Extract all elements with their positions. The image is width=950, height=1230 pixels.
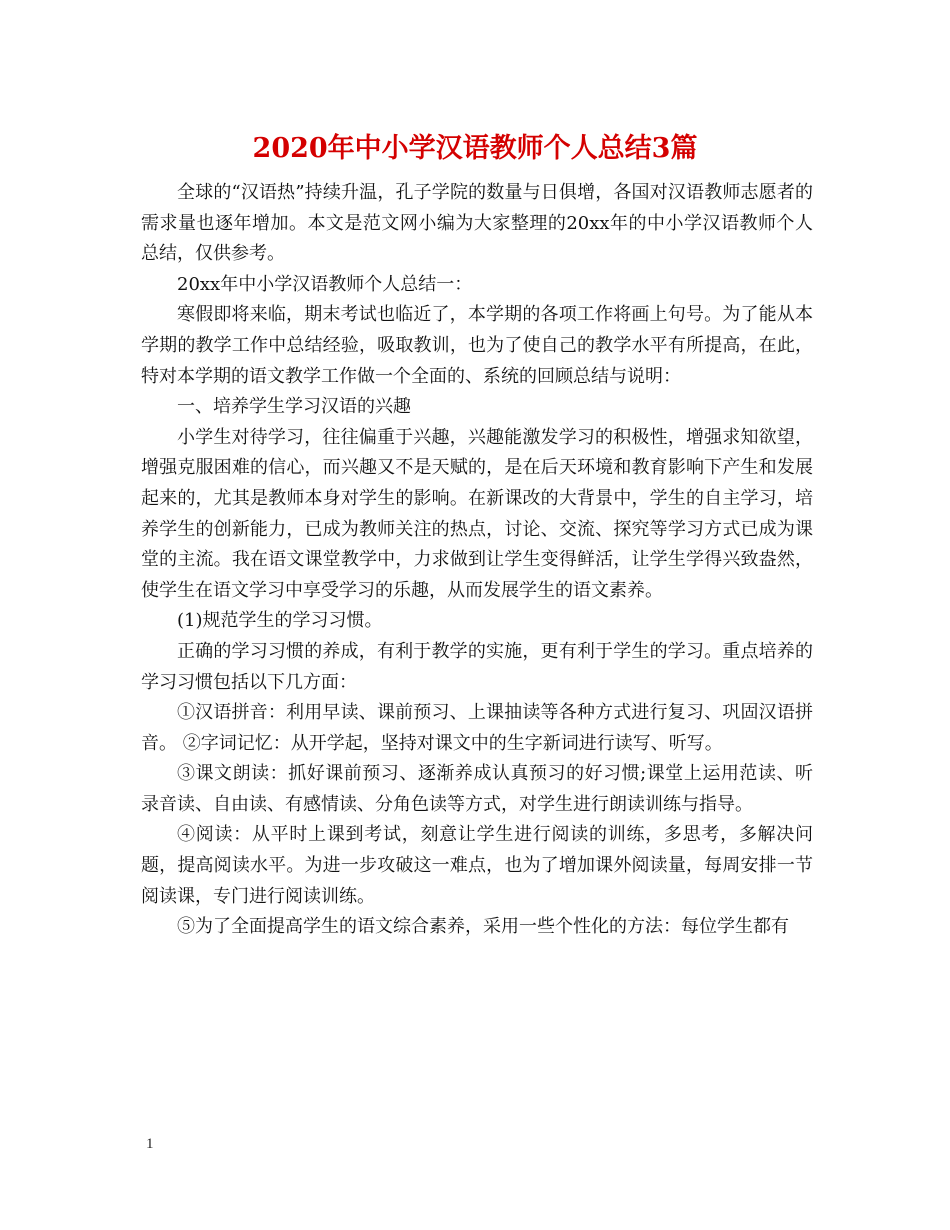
list-item: ⑤为了全面提高学生的语文综合素养，采用一些个性化的方法：每位学生都有 xyxy=(177,916,789,938)
paragraph: 20xx年中小学汉语教师个人总结一： xyxy=(177,273,473,295)
list-item: ①汉语拼音：利用早读、课前预习、上课抽读等各种方式进行复习、巩固汉语拼音。 ②字词记忆：从开学起，坚持对课文中的生字新词进行读写、听写。 xyxy=(141,702,813,754)
page-number: 1 xyxy=(146,1136,154,1152)
paragraph: 小学生对待学习，往往偏重于兴趣，兴趣能激发学习的积极性，增强求知欲望，增强克服困难的信心，而兴趣又不是天赋的，是在后天环境和教育影响下产生和发展起来的，尤其是教师本身对学生的影响。在新课改的大背景中，学生的自主学习，培养学生的创新能力，已成为教师关注的热点，讨论、交流、探究等学习方式已成为课堂的主流。我在语文课堂教学中，力求做到让学生变得鲜活，让学生学得兴致盎然，使学生在语文学习中享受学习的乐趣，从而发展学生的语文素养。 xyxy=(141,426,813,601)
list-item: ③课文朗读：抓好课前预习、逐渐养成认真预习的好习惯;课堂上运用范读、听录音读、自由读、有感情读、分角色读等方式，对学生进行朗读训练与指导。 xyxy=(141,763,813,815)
sub-heading: (1)规范学生的学习习惯。 xyxy=(177,610,383,632)
paragraph: 寒假即将来临，期末考试也临近了，本学期的各项工作将画上句号。为了能从本学期的教学工作中总结经验，吸取教训，也为了使自己的教学水平有所提高，在此，特对本学期的语文教学工作做一个全面的、系统的回顾总结与说明： xyxy=(141,304,813,387)
document-title: 2020年中小学汉语教师个人总结3篇 xyxy=(252,133,698,164)
section-heading: 一、培养学生学习汉语的兴趣 xyxy=(177,396,411,418)
list-item: ④阅读：从平时上课到考试，刻意让学生进行阅读的训练，多思考，多解决问题，提高阅读水平。为进一步攻破这一难点，也为了增加课外阅读量，每周安排一节阅读课，专门进行阅读训练。 xyxy=(141,824,813,907)
document-body xyxy=(141,178,813,943)
paragraph: 全球的“汉语热”持续升温，孔子学院的数量与日俱增，各国对汉语教师志愿者的需求量也逐年增加。本文是范文网小编为大家整理的20xx年的中小学汉语教师个人总结，仅供参考。 xyxy=(141,182,813,265)
paragraph: 正确的学习习惯的养成，有利于教学的实施，更有利于学生的学习。重点培养的学习习惯包括以下几方面： xyxy=(141,640,813,693)
